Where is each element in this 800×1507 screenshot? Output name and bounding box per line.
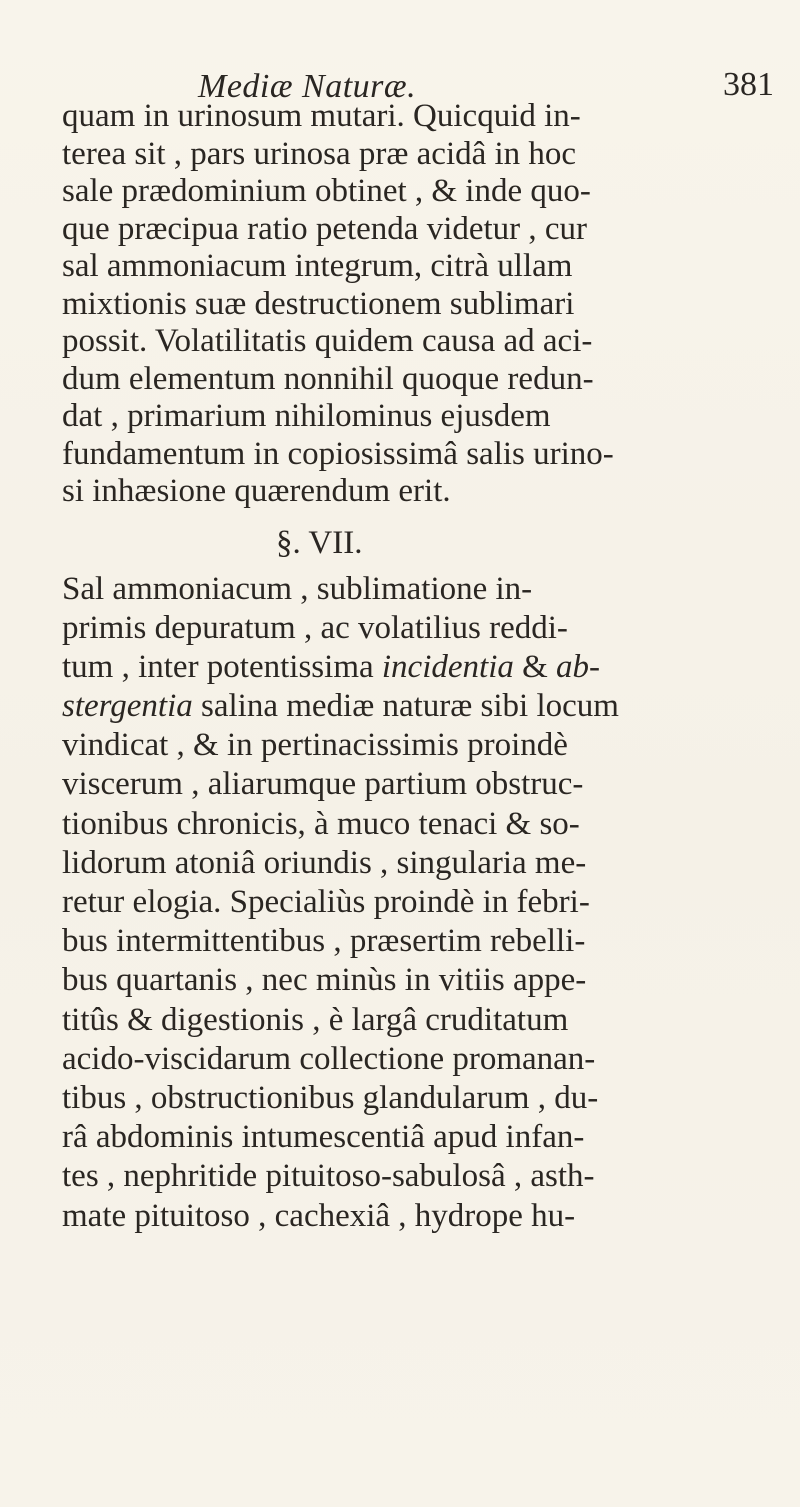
paragraph-1 — [62, 100, 782, 513]
text-line — [62, 964, 782, 1003]
text-line: fundamentum in copiosissimâ salis urino- — [62, 437, 614, 472]
text-line — [62, 1200, 782, 1239]
text-line — [62, 886, 782, 925]
text-segment: lidorum atoniâ oriundis , singularia me- — [62, 846, 587, 881]
text-segment: & — [513, 650, 557, 685]
text-line — [62, 651, 782, 690]
paragraph-2 — [62, 573, 782, 1239]
text-line: sale prædominium obtinet , & inde quo- — [62, 175, 591, 209]
text-line: sal ammoniacum integrum, citrà ullam — [62, 250, 573, 284]
text-segment: Sal ammoniacum , sublimatione in- — [62, 572, 533, 607]
running-head: Mediæ Naturæ. — [198, 68, 417, 105]
page-number: 381 — [723, 66, 774, 103]
text-line: si inhæsione quærendum erit. — [62, 475, 451, 509]
text-segment: salina mediæ naturæ sibi locum — [192, 690, 619, 725]
text-segment: tes , nephritide pituitoso-sabulosâ , asth- — [62, 1160, 595, 1195]
text-line — [62, 847, 782, 886]
text-segment: acido-viscidarum collectione promanan- — [62, 1042, 596, 1077]
text-line — [62, 573, 782, 612]
text-line — [62, 690, 782, 729]
text-line — [62, 1082, 782, 1121]
text-line: terea sit , pars urinosa præ acidâ in hoc — [62, 137, 577, 172]
italic-term: stergentia — [62, 690, 193, 725]
text-line: dat , primarium nihilominus ejusdem — [62, 400, 551, 434]
text-line — [62, 925, 782, 964]
body-text — [62, 100, 782, 1239]
text-segment: bus quartanis , nec minùs in vitiis appe- — [62, 964, 587, 999]
text-line: quam in urinosum mutari. Quicquid in- — [62, 100, 581, 134]
text-segment: mate pituitoso , cachexiâ , hydrope hu- — [62, 1199, 576, 1234]
text-segment: titûs & digestionis , è largâ cruditatum — [62, 1003, 569, 1038]
text-line — [62, 1004, 782, 1043]
text-line — [62, 1121, 782, 1160]
text-line — [62, 808, 782, 847]
text-segment: râ abdominis intumescentiâ apud infan- — [62, 1121, 585, 1156]
text-segment: viscerum , aliarumque partium obstruc- — [62, 768, 584, 803]
text-segment: primis depuratum , ac volatilius reddi- — [62, 611, 568, 646]
text-segment: tibus , obstructionibus glandularum , du- — [62, 1081, 599, 1116]
text-line — [62, 729, 782, 768]
italic-term: incidentia — [381, 650, 514, 685]
text-line — [62, 612, 782, 651]
text-line — [62, 768, 782, 807]
text-line — [62, 1160, 782, 1199]
text-line — [62, 1043, 782, 1082]
text-line: que præcipua ratio petenda videtur , cur — [62, 212, 588, 247]
text-line: mixtionis suæ destructionem sublimari — [62, 287, 575, 322]
section-heading: §. VII. — [276, 524, 363, 561]
italic-term: ab- — [556, 650, 601, 685]
text-line: possit. Volatilitatis quidem causa ad aci- — [62, 325, 593, 359]
text-segment: tionibus chronicis, à muco tenaci & so- — [62, 807, 580, 842]
text-segment: tum , inter potentissima — [62, 650, 382, 685]
text-line: dum elementum nonnihil quoque redun- — [62, 362, 594, 397]
text-segment: vindicat , & in pertinacissimis proindè — [62, 729, 568, 764]
text-segment: bus intermittentibus , præsertim rebelli- — [62, 925, 586, 960]
text-segment: retur elogia. Specialiùs proindè in febri- — [62, 886, 590, 920]
